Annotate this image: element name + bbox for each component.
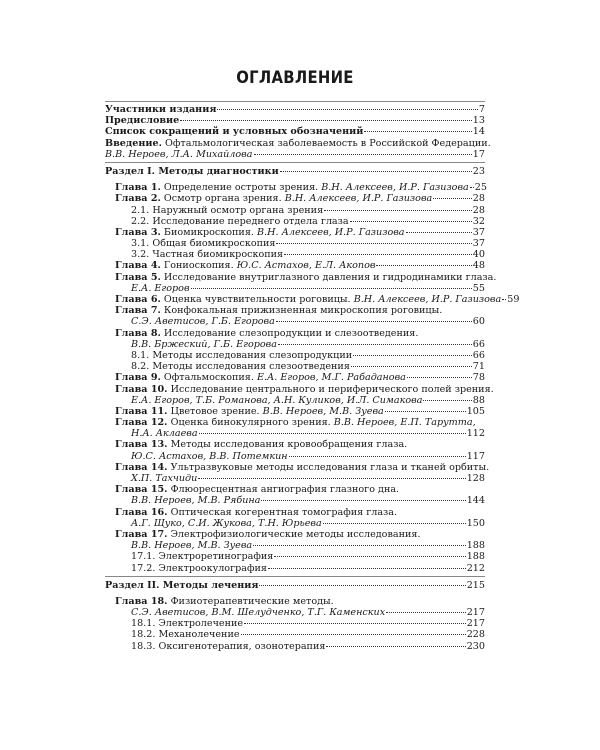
chapter-text: Осмотр органа зрения. [163,193,282,205]
page-number: 212 [466,562,485,574]
chapter-text: Ультразвуковые методы исследования глаза и тканей орбиты. [170,461,490,473]
subentry-title: 2.1. Наружный осмотр органа зрения [131,204,324,216]
section-title: Раздел II. Методы лечения [105,579,259,591]
chapter-text: Определение остроты зрения. [163,182,319,194]
toc-subentry[interactable] [105,641,485,652]
toc-chapter-authors[interactable] [105,473,485,484]
toc-chapter[interactable] [105,260,485,271]
dot-leader [470,187,474,188]
page-number: 28 [472,204,485,216]
dot-leader [280,171,472,172]
toc-chapter-authors[interactable] [105,607,485,618]
page-number: 14 [472,126,485,138]
chapter-authors: Е.А. Егоров, М.Г. Рабаданова [256,372,406,384]
chapter-text: Флюоресцентная ангиография глазного дна. [170,484,400,496]
page-number: 37 [472,226,485,238]
page-number: 17 [472,148,485,160]
chapter-label: Глава 3. [115,226,161,238]
chapter-text: Биомикроскопия. [163,226,254,238]
chapter-text: Офтальмоскопия. [163,372,254,384]
dot-leader [386,612,466,613]
chapter-authors: С.Э. Аветисов, В.М. Шелудченко, Т.Г. Каменских [131,607,386,619]
toc-chapter-authors[interactable] [105,395,485,406]
entry-text: Офтальмологическая заболеваемость в Российской Федерации. [165,137,491,149]
chapter-authors: Ю.С. Астахов, Е.Л. Акопов [236,260,376,272]
toc-chapter[interactable] [105,596,485,607]
toc-chapter[interactable] [105,461,490,473]
toc-chapter-authors[interactable] [105,451,485,462]
dot-leader [198,478,465,479]
section-title: Раздел I. Методы диагностики [105,165,279,177]
chapter-label: Глава 18. [115,595,168,607]
entry-title [105,138,491,149]
chapter-title [115,529,420,540]
toc-chapter[interactable] [105,294,520,305]
chapter-text: Конфокальная прижизненная микроскопия роговицы. [163,305,443,317]
chapter-authors: А.Г. Щуко, С.И. Жукова, Т.Н. Юрьева [131,517,322,529]
subentry-title: 17.1. Электроретинография [131,551,274,563]
subentry-title: 2.2. Исследование переднего отдела глаза [131,215,349,227]
toc-chapter-authors[interactable] [105,283,485,294]
toc-chapter-authors[interactable] [105,428,485,439]
toc-chapter[interactable] [105,305,485,316]
dot-leader [274,556,465,557]
chapter-title [115,507,397,518]
chapter-label: Глава 2. [115,193,161,205]
toc-chapter-authors[interactable] [105,495,485,506]
chapter-text: Оценка чувствительности роговицы. [163,294,351,305]
table-of-contents [105,104,520,652]
subentry-title: 18.1. Электролечение [131,618,244,630]
chapter-authors: Н.А. Аклаева [131,428,198,440]
chapter-label: Глава 9. [115,372,161,384]
chapter-authors: В.В. Нероев, М.В. Рябина [131,495,261,507]
dot-leader [351,366,472,367]
chapter-text: Цветовое зрение. [170,405,260,417]
toc-section-heading[interactable] [105,166,485,177]
page-number: 78 [472,372,485,384]
toc-chapter[interactable] [105,417,485,428]
chapter-title [115,439,407,450]
dot-leader [385,411,466,412]
chapter-label: Глава 16. [115,506,168,518]
chapter-title [115,305,442,316]
chapter-label: Глава 5. [115,271,161,283]
toc-section-heading[interactable] [105,580,485,591]
chapter-text: Физиотерапевтические методы. [170,595,334,607]
page-number: 59 [507,294,520,305]
page-number: 217 [466,607,485,619]
toc-chapter[interactable] [105,182,485,193]
page-number: 88 [472,394,485,406]
page-number: 55 [472,282,485,294]
chapter-label: Глава 17. [115,528,168,540]
toc-entry-front[interactable] [105,126,485,137]
page-number: 48 [472,260,485,272]
dot-leader [191,288,472,289]
entry-title: Список сокращений и условных обозначений [105,126,364,138]
chapter-authors: В.Н. Алексеев, И.Р. Газизова [284,193,433,205]
chapter-label: Глава 10. [115,383,168,395]
toc-subentry[interactable] [105,629,485,640]
dot-leader [244,623,466,624]
dot-leader [276,321,472,322]
page-number: 7 [478,104,485,115]
toc-subentry[interactable] [105,618,485,629]
dot-leader [261,500,465,501]
chapter-title [115,372,406,383]
chapter-title [115,294,501,305]
dot-leader [433,198,472,199]
dot-leader [353,355,472,356]
chapter-title [115,484,399,495]
chapter-text: Исследование слезопродукции и слезоотведения. [163,327,419,339]
chapter-authors: В.В. Нероев, М.В. Зуева [131,540,253,552]
page-number: 230 [466,640,485,652]
dot-leader [278,344,472,345]
chapter-title [115,193,432,204]
subentry-title: 8.2. Методы исследования слезоотведения [131,361,350,373]
chapter-text: Оценка бинокулярного зрения. [170,417,331,429]
chapter-text: Гониоскопия. [163,260,234,272]
dot-leader [241,634,466,635]
chapter-label: Глава 1. [115,182,161,194]
chapter-label: Глава 14. [115,461,168,473]
chapter-authors: Е.А. Егоров, Т.Б. Романова, А.Н. Куликов, И.Л. Симакова [131,394,423,406]
chapter-title [115,462,489,473]
subentry-title: 8.1. Методы исследования слезопродукции [131,349,353,361]
toc-chapter[interactable] [105,193,485,204]
chapter-text: Методы исследования кровообращения глаза. [170,439,408,451]
dot-leader [276,243,471,244]
page-number: 150 [466,517,485,529]
chapter-authors: С.Э. Аветисов, Г.Б. Егорова [131,316,275,328]
toc-chapter-authors[interactable] [105,518,485,529]
chapter-label: Глава 8. [115,327,161,339]
toc-subentry[interactable] [105,563,485,574]
toc-subentry[interactable] [105,238,485,249]
dot-leader [268,568,466,569]
page-title: ОГЛАВЛЕНИЕ [236,68,354,87]
page-number: 66 [472,349,485,361]
dot-leader [253,545,466,546]
dot-leader [180,120,472,121]
dot-leader [326,646,465,647]
toc-subentry[interactable] [105,205,485,216]
dot-leader [284,254,472,255]
page-number: 217 [466,618,485,630]
page-number: 117 [466,450,485,462]
toc-subentry[interactable] [105,350,485,361]
dot-leader [406,232,472,233]
toc-chapter-authors[interactable] [105,339,485,350]
chapter-label: Глава 13. [115,439,168,451]
toc-chapter[interactable] [105,271,497,283]
page-number: 188 [466,540,485,552]
toc-subentry[interactable] [105,361,485,372]
page-number: 228 [466,629,485,641]
chapter-title [115,227,405,238]
page-number: 28 [472,193,485,205]
dot-leader [423,400,471,401]
toc-chapter-authors[interactable] [105,540,485,551]
toc-page [105,68,520,652]
chapter-title [115,384,494,395]
chapter-title [115,260,375,271]
page-number: 66 [472,338,485,350]
chapter-label: Глава 15. [115,484,168,496]
dot-leader [502,299,506,300]
toc-entry-front[interactable] [105,104,485,115]
top-rule [105,101,485,102]
chapter-authors: В.Н. Алексеев, И.Р. Газизова [257,226,405,238]
toc-subentry[interactable] [105,216,485,227]
chapter-label: Глава 7. [115,305,161,317]
dot-leader [364,131,471,132]
entry-title: Предисловие [105,115,180,127]
toc-entry-intro[interactable] [105,137,491,149]
page-number: 188 [466,551,485,563]
chapter-text: Оптическая когерентная томография глаза. [170,506,398,518]
toc-subentry[interactable] [105,249,485,260]
dot-leader [259,585,465,586]
page-number: 40 [472,249,485,261]
chapter-authors: Е.А. Егоров [131,282,190,294]
chapter-authors: В.Н. Алексеев, И.Р. Газизова [321,182,469,194]
page-number: 23 [472,165,485,177]
dot-leader [407,377,472,378]
toc-entry-front[interactable] [105,115,485,126]
toc-chapter[interactable] [105,406,485,417]
toc-chapter[interactable] [105,372,485,383]
toc-chapter[interactable] [105,484,485,495]
toc-chapter[interactable] [105,227,485,238]
page-number: 32 [472,215,485,227]
chapter-authors: В.В. Бржеский, Г.Б. Егорова [131,338,277,350]
page-number: 105 [466,405,485,417]
chapter-title [115,596,334,607]
subentry-title: 3.2. Частная биомикроскопия [131,249,284,261]
subentry-title: 18.2. Механолечение [131,629,240,641]
toc-chapter[interactable] [105,439,485,450]
entry-label: Введение. [105,137,162,149]
section-divider [105,576,485,577]
page-number: 112 [466,428,485,440]
page-number: 128 [466,473,485,484]
dot-leader [324,210,472,211]
entry-title: Участники издания [105,104,217,115]
dot-leader [254,154,472,155]
chapter-authors: Ю.С. Астахов, В.В. Потемкин [131,450,288,462]
chapter-text: Исследование центрального и периферического полей зрения. [170,383,494,395]
subentry-title: 17.2. Электроокулография [131,562,267,574]
chapter-title [115,417,476,428]
dot-leader [323,523,466,524]
toc-entry-intro-authors[interactable] [105,149,485,160]
subentry-title: 18.3. Оксигенотерапия, озонотерапия [131,640,326,652]
dot-leader [289,456,466,457]
chapter-label: Глава 12. [115,417,168,429]
toc-chapter[interactable] [105,383,494,395]
chapter-title [115,406,384,417]
page-number: 215 [466,579,485,591]
page-number: 37 [472,238,485,250]
toc-chapter[interactable] [105,507,485,518]
dot-leader [376,265,471,266]
dot-leader [199,433,466,434]
page-number: 25 [474,182,487,194]
toc-chapter[interactable] [105,328,485,339]
subentry-title: 3.1. Общая биомикроскопия [131,238,276,250]
chapter-text: Исследование внутриглазного давления и гидродинамики глаза. [163,271,497,283]
chapter-title [115,272,496,283]
chapter-authors: В.В. Нероев, М.В. Зуева [262,405,384,417]
entry-authors: В.В. Нероев, Л.А. Михайлова [105,148,253,160]
chapter-authors: В.Н. Алексеев, И.Р. Газизова [353,294,502,305]
chapter-label: Глава 11. [115,405,168,417]
dot-leader [217,109,477,110]
page-number: 13 [472,115,485,127]
chapter-title [115,328,418,339]
chapter-authors: Х.П. Тахчиди [131,473,198,484]
section-divider [105,162,485,163]
chapter-label: Глава 6. [115,294,161,305]
chapter-label: Глава 4. [115,260,161,272]
toc-chapter-authors[interactable] [105,316,485,327]
toc-chapter[interactable] [105,529,485,540]
dot-leader [350,221,472,222]
chapter-title [115,182,469,193]
page-number: 144 [466,495,485,507]
page-number: 71 [472,361,485,373]
page-number: 60 [472,316,485,328]
chapter-text: Электрофизиологические методы исследования. [170,528,421,540]
chapter-authors: В.В. Нероев, Е.П. Тарутта, [333,417,476,429]
toc-subentry[interactable] [105,551,485,562]
